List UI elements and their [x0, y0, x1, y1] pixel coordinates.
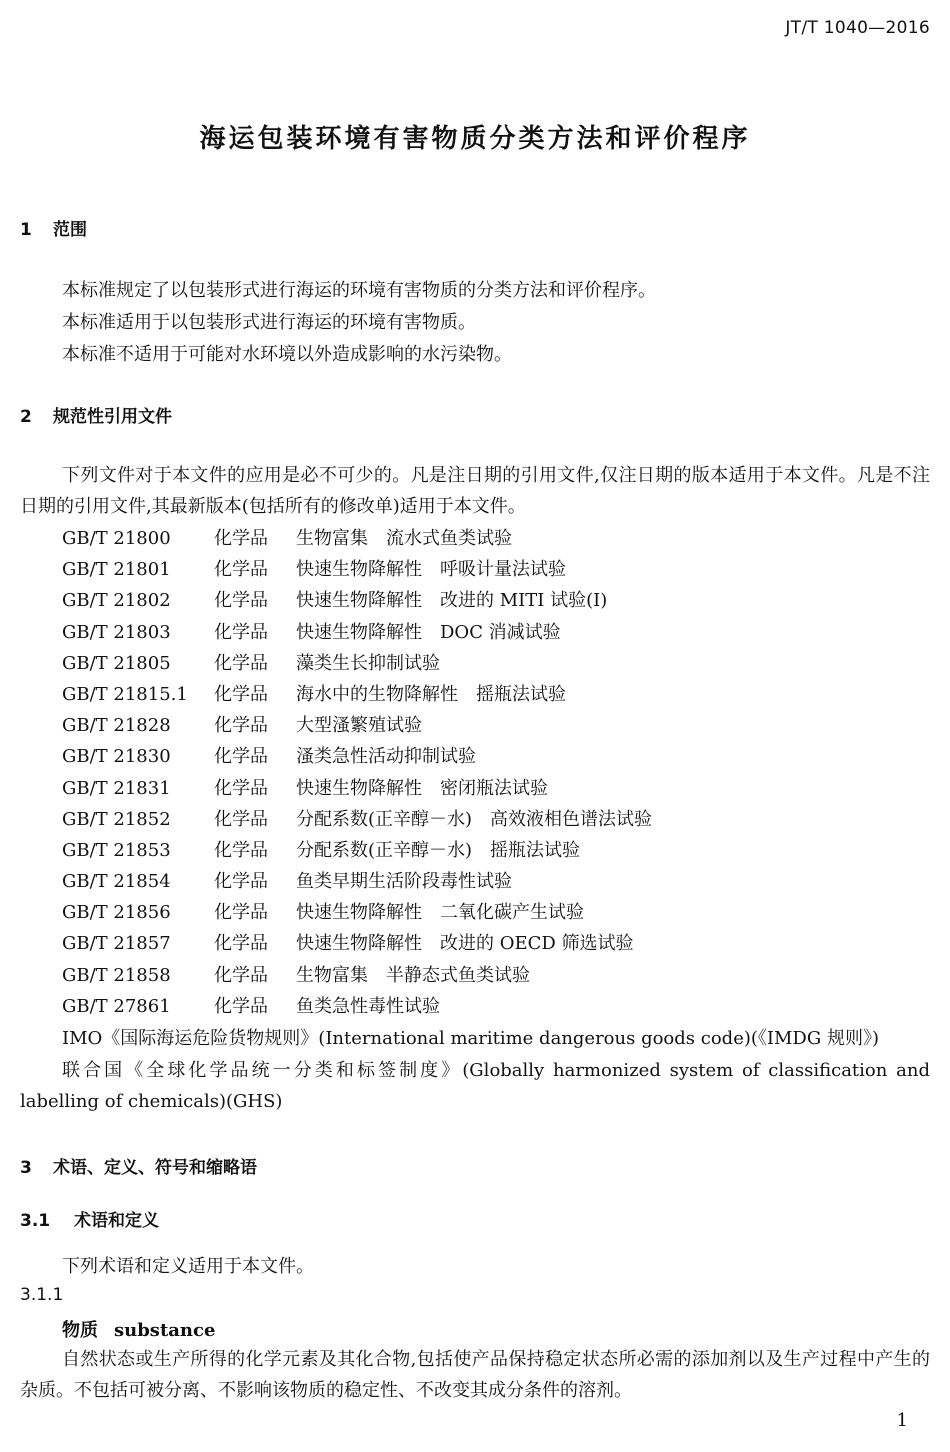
- reference-category: 化学品: [214, 715, 268, 737]
- reference-imo: IMO《国际海运危险货物规则》(International maritime dangerous goods code)(《IMDG 规则》): [62, 1028, 879, 1049]
- document-title: 海运包装环境有害物质分类方法和评价程序: [199, 124, 751, 154]
- reference-item: [62, 648, 652, 679]
- reference-code: GB/T 21802: [62, 590, 171, 612]
- section-number: 2: [20, 407, 32, 427]
- reference-category: 化学品: [214, 933, 268, 955]
- section-title: 规范性引用文件: [53, 407, 172, 427]
- reference-code: GB/T 21852: [62, 808, 171, 830]
- reference-title: 快速生物降解性 改进的 OECD 筛选试验: [296, 933, 634, 955]
- term-heading: [62, 1316, 215, 1342]
- reference-title: 快速生物降解性 改进的 MITI 试验(Ⅰ): [296, 590, 608, 612]
- reference-title: 快速生物降解性 呼吸计量法试验: [296, 559, 566, 581]
- page-number: 1: [896, 1410, 908, 1431]
- reference-title: 鱼类急性毒性试验: [296, 995, 440, 1017]
- reference-title: 快速生物降解性 DOC 消减试验: [296, 621, 561, 643]
- section-title: 术语、定义、符号和缩略语: [53, 1158, 257, 1178]
- reference-title: 溞类急性活动抑制试验: [296, 746, 476, 768]
- reference-ghs: 联合国《全球化学品统一分类和标签制度》(Globally harmonized system of classification and labelling of chemicals)(GHS): [20, 1060, 930, 1112]
- subsection-number: 3.1: [20, 1211, 51, 1231]
- reference-item: [62, 835, 652, 866]
- reference-code: GB/T 21815.1: [62, 683, 188, 705]
- reference-code: GB/T 21800: [62, 528, 171, 549]
- standard-code: JT/T 1040—2016: [785, 18, 930, 38]
- section-number: 1: [20, 220, 32, 240]
- reference-category: 化学品: [214, 746, 268, 768]
- reference-code: GB/T 27861: [62, 995, 171, 1017]
- reference-title: 分配系数(正辛醇－水) 摇瓶法试验: [296, 839, 581, 861]
- reference-item: [62, 773, 652, 804]
- reference-title: 生物富集 流水式鱼类试验: [296, 528, 512, 549]
- reference-category: 化学品: [214, 871, 268, 893]
- section-1-heading: [20, 215, 87, 240]
- reference-category: 化学品: [214, 902, 268, 924]
- reference-code: GB/T 21828: [62, 715, 171, 737]
- reference-code: GB/T 21857: [62, 933, 171, 955]
- reference-item: [62, 741, 652, 772]
- reference-item: [62, 710, 652, 741]
- reference-code: GB/T 21831: [62, 777, 171, 799]
- paragraph: 本标准规定了以包装形式进行海运的环境有害物质的分类方法和评价程序。: [62, 280, 656, 301]
- reference-item: [62, 866, 652, 897]
- subsection-3-1-heading: [20, 1206, 159, 1231]
- reference-item: [62, 679, 652, 710]
- reference-code: GB/T 21858: [62, 964, 171, 986]
- reference-category: 化学品: [214, 652, 268, 674]
- reference-title: 藻类生长抑制试验: [296, 652, 440, 674]
- term-name-en: substance: [114, 1320, 216, 1341]
- reference-code: GB/T 21803: [62, 621, 171, 643]
- reference-category: 化学品: [214, 683, 268, 705]
- paragraph: 本标准不适用于可能对水环境以外造成影响的水污染物。: [62, 344, 512, 365]
- reference-item: [62, 523, 652, 554]
- reference-code: GB/T 21856: [62, 902, 171, 924]
- subsection-title: 术语和定义: [74, 1211, 159, 1231]
- reference-category: 化学品: [214, 621, 268, 643]
- reference-category: 化学品: [214, 777, 268, 799]
- paragraph: 本标准适用于以包装形式进行海运的环境有害物质。: [62, 312, 476, 333]
- reference-category: 化学品: [214, 995, 268, 1017]
- term-name-zh: 物质: [62, 1320, 98, 1341]
- reference-title: 鱼类早期生活阶段毒性试验: [296, 871, 512, 893]
- reference-title: 快速生物降解性 密闭瓶法试验: [296, 777, 548, 799]
- section-number: 3: [20, 1158, 32, 1178]
- reference-code: GB/T 21805: [62, 652, 171, 674]
- reference-category: 化学品: [214, 964, 268, 986]
- reference-item: [62, 804, 652, 835]
- reference-code: GB/T 21830: [62, 746, 171, 768]
- reference-title: 生物富集 半静态式鱼类试验: [296, 964, 530, 986]
- reference-item: [62, 960, 652, 991]
- term-number: 3.1.1: [20, 1285, 64, 1305]
- reference-item: [62, 991, 652, 1022]
- paragraph: 下列术语和定义适用于本文件。: [62, 1256, 314, 1277]
- reference-title: 海水中的生物降解性 摇瓶法试验: [296, 683, 566, 705]
- reference-category: 化学品: [214, 590, 268, 612]
- section-title: 范围: [53, 220, 87, 240]
- term-definition: 自然状态或生产所得的化学元素及其化合物,包括使产品保持稳定状态所必需的添加剂以及生产过程中产生的杂质。不包括可被分离、不影响该物质的稳定性、不改变其成分条件的溶剂。: [20, 1349, 930, 1401]
- reference-code: GB/T 21854: [62, 871, 171, 893]
- reference-item: [62, 617, 652, 648]
- section-3-heading: [20, 1153, 257, 1178]
- reference-title: 快速生物降解性 二氧化碳产生试验: [296, 902, 584, 924]
- reference-title: 分配系数(正辛醇－水) 高效液相色谱法试验: [296, 808, 653, 830]
- reference-item: [62, 928, 652, 959]
- reference-item: [62, 585, 652, 616]
- reference-category: 化学品: [214, 839, 268, 861]
- paragraph: 下列文件对于本文件的应用是必不可少的。凡是注日期的引用文件,仅注日期的版本适用于本文件。凡是不注日期的引用文件,其最新版本(包括所有的修改单)适用于本文件。: [20, 465, 930, 517]
- reference-title: 大型溞繁殖试验: [296, 715, 422, 737]
- reference-item: [62, 554, 652, 585]
- reference-category: 化学品: [214, 559, 268, 581]
- reference-list: [62, 523, 652, 1022]
- reference-category: 化学品: [214, 528, 268, 549]
- reference-item: [62, 897, 652, 928]
- reference-category: 化学品: [214, 808, 268, 830]
- reference-code: GB/T 21853: [62, 839, 171, 861]
- reference-code: GB/T 21801: [62, 559, 171, 581]
- section-2-heading: [20, 402, 172, 427]
